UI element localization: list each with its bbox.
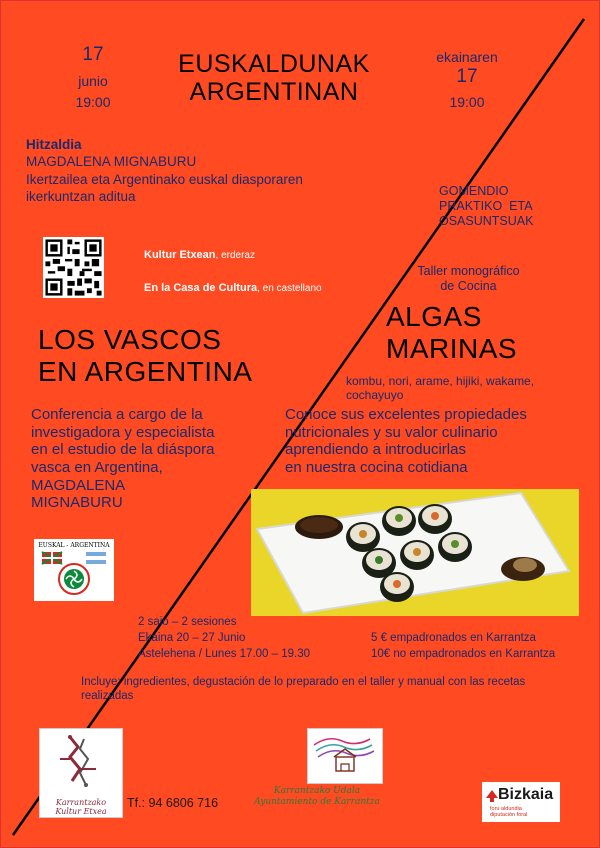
price-registered: 5 € empadronados en Karrantza xyxy=(371,632,536,644)
right-date-day: 17 xyxy=(456,66,478,87)
right-date-time: 19:00 xyxy=(449,94,485,110)
bizkaia-tree-icon xyxy=(486,790,498,802)
session-schedule: Astelehena / Lunes 17.00 – 19.30 xyxy=(138,648,311,660)
hitzaldia-label: Hitzaldia xyxy=(26,137,82,152)
conference-desc-line: MIGNABURU xyxy=(31,494,123,512)
algas-desc-line: aprendiendo a introducirlas xyxy=(285,441,466,459)
eu-workshop-title xyxy=(439,184,533,228)
eu-workshop-line2: PRAKTIKO ETA xyxy=(439,198,533,213)
eu-title xyxy=(149,51,399,106)
es-title xyxy=(38,324,252,388)
qr-code-icon xyxy=(43,237,104,298)
phone-number: Tf.: 94 6806 716 xyxy=(127,796,219,810)
algae-list-line2: cochayuyo xyxy=(346,388,404,403)
conference-desc-line: MAGDALENA xyxy=(31,476,126,494)
algas-desc-line: Conoce sus excelentes propiedades xyxy=(285,406,527,423)
algae-list-line1: kombu, nori, arame, hijiki, wakame, xyxy=(346,374,535,388)
algas-title xyxy=(386,301,517,365)
algas-desc-line: nutricionales y su valor culinario xyxy=(285,423,498,441)
conference-desc-line: vasca en Argentina, xyxy=(31,459,163,477)
taller-line2: de Cocina xyxy=(440,278,497,293)
eu-workshop-line1: GOMENDIO xyxy=(439,184,509,198)
session-dates: Ekaina 20 – 27 Junio xyxy=(138,632,246,644)
kultur-etxea-line1: Karrantzako xyxy=(55,798,107,807)
conference-desc-line: Conferencia a cargo de la xyxy=(31,406,203,423)
euskal-argentina-emblem-icon xyxy=(34,549,114,601)
taller-line1: Taller monográfico xyxy=(417,264,520,278)
euskal-argentina-logo xyxy=(34,539,114,601)
udala-line2: Ayuntamiento de Karrantza xyxy=(254,796,380,807)
algae-list xyxy=(346,374,534,402)
kultur-etxea-line2: Kultur Etxea xyxy=(55,807,107,817)
kultur-etxea-emblem-icon xyxy=(40,729,122,793)
right-date-month: ekainaren xyxy=(436,49,498,65)
price-unregistered: 10€ no empadronados en Karrantza xyxy=(371,648,556,660)
includes-line1: Incluye: ingredientes, degustación de lo preparado en el taller y manual con las recetas xyxy=(81,676,526,688)
euskal-argentina-logo-text: EUSKAL - ARGENTINA xyxy=(38,542,110,549)
sessions: 2 saio – 2 sesiones xyxy=(138,616,237,628)
venue-es-lang: , en castellano xyxy=(257,283,322,294)
udala-emblem-icon xyxy=(308,729,382,783)
es-title-line1: LOS VASCOS xyxy=(38,324,222,355)
kultur-etxea-logo xyxy=(39,728,123,818)
udala-line1: Karrantzako Udala xyxy=(273,786,361,796)
sushi-plate-icon xyxy=(251,489,579,616)
speaker-desc-line2: ikerkuntzan aditua xyxy=(26,189,136,204)
conference-desc xyxy=(31,406,214,512)
speaker-name: MAGDALENA MIGNABURU xyxy=(26,154,197,169)
taller-label xyxy=(401,264,536,294)
eu-title-line2: ARGENTINAN xyxy=(189,77,359,106)
conference-desc-line: en el estudio de la diáspora xyxy=(31,441,215,459)
eu-workshop-line3: OSASUNTSUAK xyxy=(439,213,534,228)
speaker-desc-line1: Ikertzailea eta Argentinako euskal diasporaren xyxy=(26,172,303,187)
conference-desc-line: investigadora y especialista xyxy=(31,423,215,441)
venue-es-name: En la Casa de Cultura xyxy=(144,282,258,294)
bizkaia-sub1: foru aldundia xyxy=(490,806,522,812)
algas-title-line1: ALGAS xyxy=(386,301,482,332)
algas-desc xyxy=(285,406,527,477)
udala-text xyxy=(247,786,387,807)
es-title-line2: EN ARGENTINA xyxy=(38,356,253,388)
kultur-etxea-text xyxy=(40,798,122,816)
venue-eu xyxy=(144,249,255,262)
sushi-photo xyxy=(251,489,579,616)
left-date-day: 17 xyxy=(82,44,104,65)
venue-eu-name: Kultur Etxean xyxy=(144,249,216,261)
venue-eu-lang: , erderaz xyxy=(215,250,255,261)
bizkaia-subtitle xyxy=(490,806,527,818)
includes-line2: realizadas xyxy=(81,689,134,702)
algas-desc-line: en nuestra cocina cotidiana xyxy=(285,459,468,477)
left-date-month: junio xyxy=(78,73,108,89)
bizkaia-logo xyxy=(482,782,560,822)
udala-logo xyxy=(307,728,383,784)
venue-es xyxy=(144,282,322,295)
bizkaia-name: Bizkaia xyxy=(498,786,554,803)
algas-title-line2: MARINAS xyxy=(386,333,518,365)
includes-text xyxy=(81,676,581,703)
bizkaia-sub2: diputación foral xyxy=(490,812,528,819)
eu-title-line1: EUSKALDUNAK xyxy=(178,50,370,78)
left-date-time: 19:00 xyxy=(75,94,111,110)
